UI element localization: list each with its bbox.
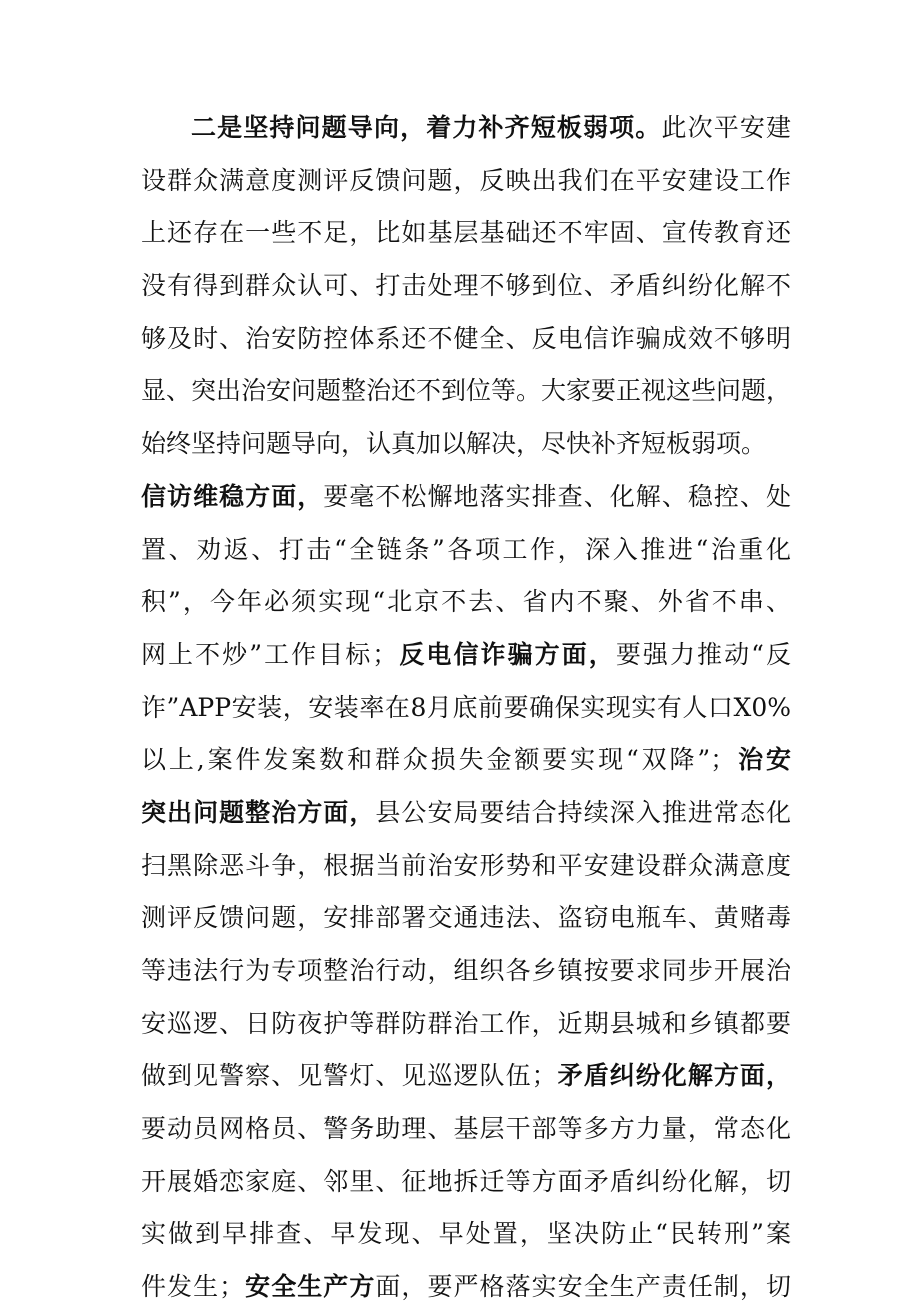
text-run: 要毫不松懈地落实排查、化解、稳控、处	[323, 481, 791, 511]
text-line	[141, 1156, 791, 1209]
text-line	[141, 260, 791, 313]
text-line	[141, 787, 791, 840]
bold-text-run: 突出问题整治方面，	[141, 797, 376, 827]
text-run: 县公安局要结合持续深入推进常态化	[375, 797, 791, 827]
text-run: 做到见警察、见警灯、见巡逻队伍；	[141, 1061, 557, 1091]
text-line	[141, 471, 791, 524]
text-run: 要动员网格员、警务助理、基层干部等多方力量，常态化	[141, 1114, 791, 1144]
text-line	[141, 155, 791, 208]
text-line	[141, 418, 791, 471]
bold-text-run: 安全生产方	[244, 1272, 376, 1302]
text-line	[141, 1103, 791, 1156]
text-run: 扫黑除恶斗争，根据当前治安形势和平安建设群众满意度	[141, 850, 791, 880]
text-line	[141, 682, 791, 735]
text-run: 件发生；	[141, 1272, 245, 1302]
text-run: 网上不炒”工作目标；	[141, 639, 398, 669]
text-run: 实做到早排查、早发现、早处置，坚决防止“民转刑”案	[141, 1219, 791, 1249]
text-run: 设群众满意度测评反馈问题，反映出我们在平安建设工作	[141, 165, 791, 195]
text-run: 始终坚持问题导向，认真加以解决，尽快补齐短板弱项。	[141, 429, 767, 459]
bold-text-run: 矛盾纠纷化解方面，	[556, 1061, 791, 1091]
text-line	[141, 1050, 791, 1103]
text-run: 开展婚恋家庭、邻里、征地拆迁等方面矛盾纠纷化解，切	[141, 1166, 791, 1196]
text-run: 够及时、治安防控体系还不健全、反电信诈骗成效不够明	[141, 323, 791, 353]
text-run: 等违法行为专项整治行动，组织各乡镇按要求同步开展治	[141, 956, 791, 985]
text-run: 面，要严格落实安全生产责任制，切	[375, 1272, 791, 1302]
text-line	[141, 998, 791, 1051]
text-line	[141, 892, 791, 945]
bold-text-run: 反电信诈骗方面，	[397, 639, 616, 669]
text-line	[141, 1208, 791, 1261]
text-run: 没有得到群众认可、打击处理不够到位、矛盾纠纷化解不	[141, 271, 791, 301]
text-line	[141, 576, 791, 629]
bold-text-run: 治安	[735, 745, 791, 775]
text-line	[141, 629, 791, 682]
text-line	[141, 313, 791, 366]
text-run: 此次平安建	[661, 113, 791, 142]
text-run: 以上,案件发案数和群众损失金额要实现“双降”；	[141, 745, 736, 775]
text-run: 要强力推动“反	[615, 639, 791, 669]
document-body-text	[141, 102, 791, 1314]
text-line	[141, 365, 791, 418]
text-run: 测评反馈问题，安排部署交通违法、盗窃电瓶车、黄赌毒	[141, 903, 791, 933]
text-run: 积”，今年必须实现“北京不去、省内不聚、外省不串、	[141, 587, 791, 617]
bold-text-run: 信访维稳方面，	[141, 481, 324, 511]
text-line	[141, 102, 791, 155]
bold-text-run: 二是坚持问题导向，着力补齐短板弱项。	[191, 113, 662, 142]
text-run: 显、突出治安问题整治还不到位等。大家要正视这些问题，	[141, 376, 791, 406]
text-line	[141, 207, 791, 260]
text-run: 诈”APP安装，安装率在8月底前要确保实现实有人口X0%	[141, 692, 791, 722]
text-run: 上还存在一些不足，比如基层基础还不牢固、宣传教育还	[141, 218, 791, 248]
text-line	[141, 1261, 791, 1314]
text-run: 置、劝返、打击“全链条”各项工作，深入推进“治重化	[141, 534, 791, 564]
text-line	[141, 945, 791, 998]
text-line	[141, 524, 791, 577]
text-line	[141, 734, 791, 787]
text-line	[141, 840, 791, 893]
text-run: 安巡逻、日防夜护等群防群治工作，近期县城和乡镇都要	[141, 1008, 791, 1038]
